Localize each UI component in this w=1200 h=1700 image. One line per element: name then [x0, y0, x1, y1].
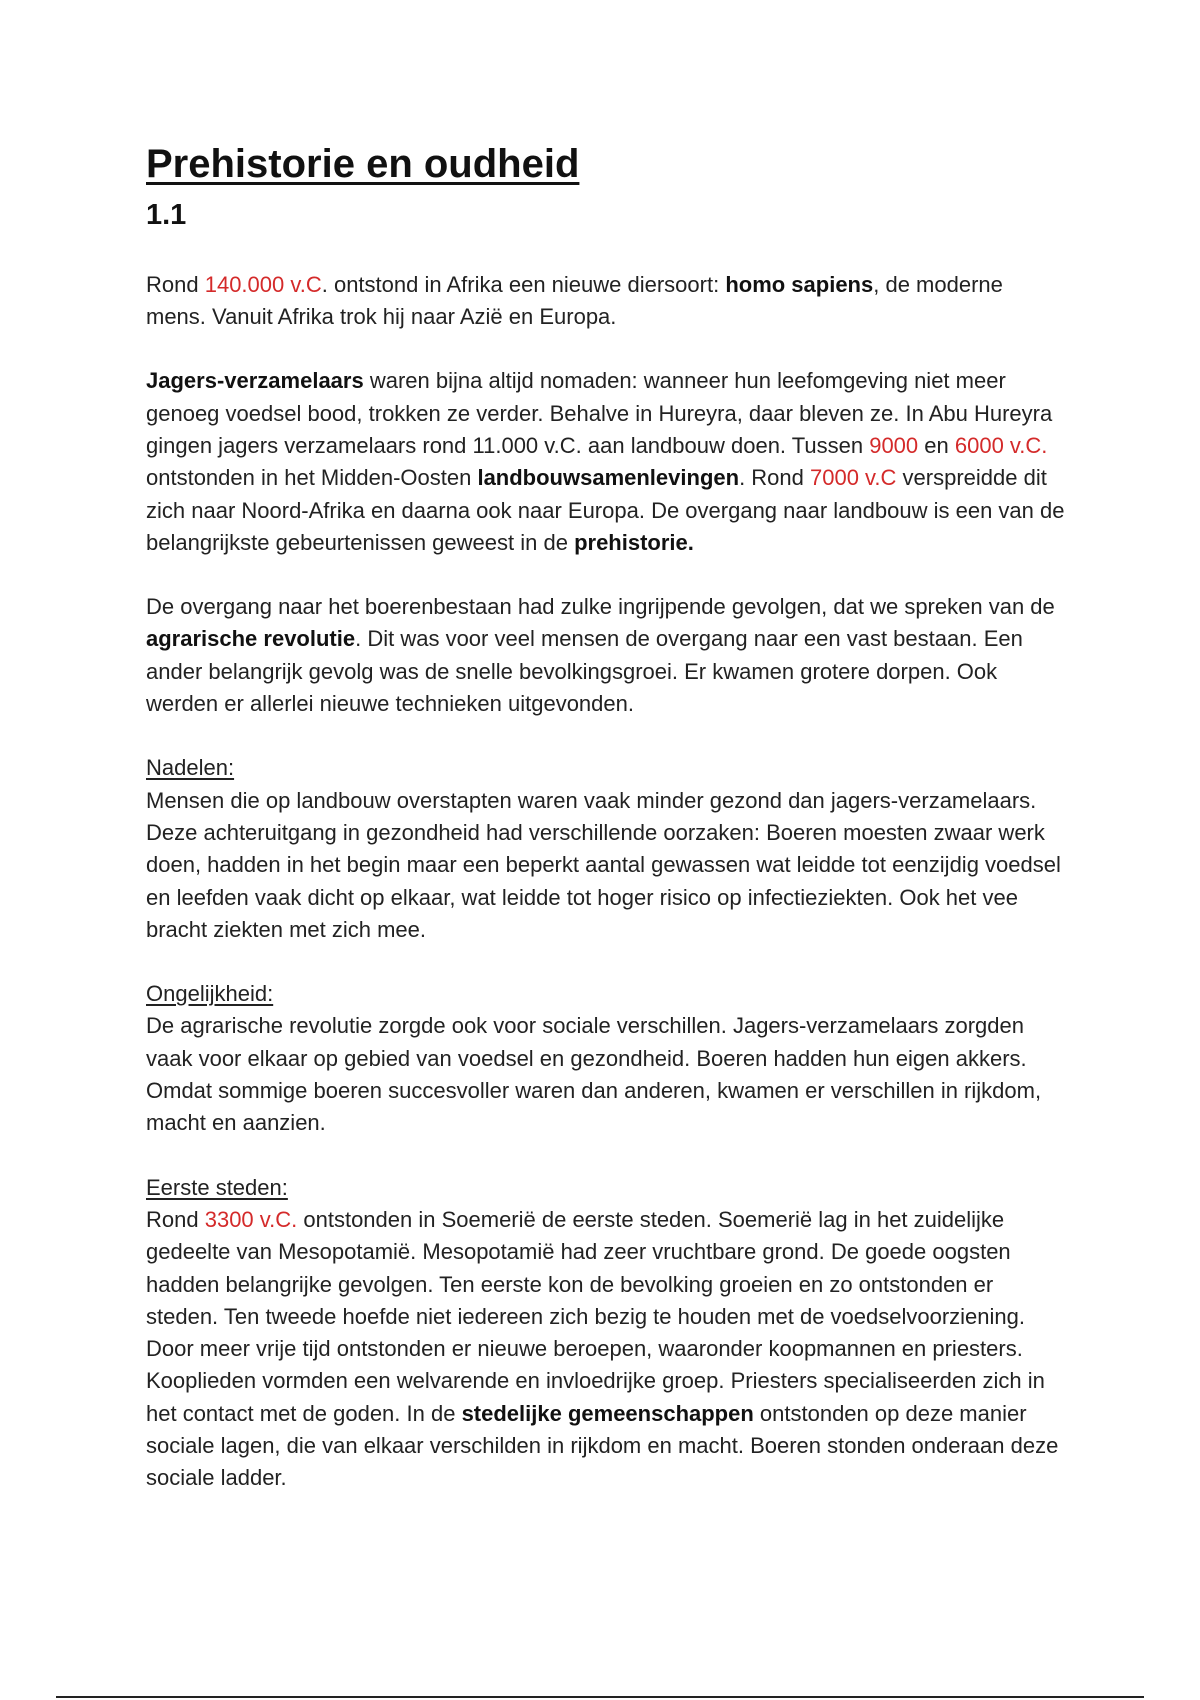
text-run: ontstonden in Soemerië de eerste steden. Soemerië lag in het zuidelijke gedeelte van Mesopotamië. Mesopotamië had zeer vruchtbare grond. De goede oogsten hadden belangrijke gevolgen. Ten eerste kon de bevolking groeien en zo ontstonden er steden. Ten tweede hoefde niet iedereen zich bezig te houden met de voedselvoorziening. Door meer vrije tijd ontstonden er nieuwe beroepen, waaronder koopmannen en priesters. Kooplieden vormden een welvarende en invloedrijke groep. Priesters specialiseerden zich in het contact met de goden. In de: [146, 1206, 1045, 1426]
section-number: 1.1: [146, 199, 187, 231]
page-title: Prehistorie en oudheid: [146, 142, 580, 186]
document-page: [146, 140, 1066, 1495]
bold-term: homo sapiens: [725, 271, 874, 297]
bottom-divider: [56, 1696, 1144, 1698]
text-run: De overgang naar het boerenbestaan had zulke ingrijpende gevolgen, dat we spreken van de: [146, 594, 1055, 620]
section-text-ongelijkheid: De agrarische revolutie zorgde ook voor sociale verschillen. Jagers-verzamelaars zorgden vaak voor elkaar op gebied van voedsel en gezondheid. Boeren hadden hun eigen akkers. Omdat sommige boeren succesvoller waren dan anderen, kwamen er verschillen in rijkdom, macht en aanzien.: [146, 1013, 1042, 1136]
section-text-nadelen: Mensen die op landbouw overstapten waren vaak minder gezond dan jagers-verzamelaars. Deze achteruitgang in gezondheid had verschillende oorzaken: Boeren moesten zwaar werk doen, hadden in het begin maar een beperkt aantal gewassen wat leidde tot eenzijdig voedsel en leefden vaak dicht op elkaar, wat leidde tot hoger risico op infectieziekten. Ook het vee bracht ziekten met zich mee.: [146, 787, 1061, 942]
text-run: Rond: [146, 271, 205, 297]
date-highlight: 9000: [869, 432, 919, 458]
paragraph-homo-sapiens: [146, 269, 1066, 334]
date-highlight: 140.000 v.C: [204, 271, 322, 297]
text-run: , de moderne mens. Vanuit Afrika trok hij naar Azië en Europa.: [146, 271, 1003, 330]
section-heading-eerste-steden: Eerste steden:: [146, 1174, 288, 1200]
bold-term: prehistorie.: [574, 529, 694, 555]
section-nadelen: [146, 752, 1066, 946]
text-run: . Dit was voor veel mensen de overgang naar een vast bestaan. Een ander belangrijk gevolg was de snelle bevolkingsgroei. Er kwamen grotere dorpen. Ook werden er allerlei nieuwe technieken uitgevonden.: [146, 626, 1023, 717]
paragraph-agrarische-revolutie: [146, 591, 1066, 720]
text-run: verspreidde dit zich naar Noord-Afrika en daarna ook naar Europa. De overgang naar landbouw is een van de belangrijkste gebeurtenissen geweest in de: [146, 465, 1065, 555]
section-heading-ongelijkheid: Ongelijkheid:: [146, 981, 274, 1007]
paragraph-jagers-verzamelaars: [146, 365, 1066, 559]
bold-term: stedelijke gemeenschappen: [461, 1400, 754, 1426]
text-run: Rond: [146, 1206, 205, 1232]
text-run: . Rond: [739, 465, 810, 491]
text-run: . ontstond in Afrika een nieuwe diersoort:: [321, 271, 726, 297]
text-run: en: [918, 432, 955, 458]
section-text-eerste-steden: [146, 1204, 1066, 1495]
section-heading-nadelen: Nadelen:: [146, 755, 235, 781]
text-run: waren bijna altijd nomaden: wanneer hun leefomgeving niet meer genoeg voedsel bood, trokken ze verder. Behalve in Hureyra, daar bleven ze. In Abu Hureyra gingen jagers verzamelaars rond 11.000 v.C. aan landbouw doen. Tussen: [146, 368, 1053, 458]
section-eerste-steden: [146, 1172, 1066, 1495]
bold-term: agrarische revolutie: [146, 626, 356, 652]
date-highlight: 6000 v.C.: [954, 432, 1048, 458]
date-highlight: 7000 v.C: [810, 465, 897, 491]
text-run: ontstonden in het Midden-Oosten: [146, 465, 478, 491]
bold-term: landbouwsamenlevingen: [477, 465, 740, 491]
text-run: ontstonden op deze manier sociale lagen, die van elkaar verschilden in rijkdom en macht. Boeren stonden onderaan deze sociale ladder.: [146, 1400, 1059, 1491]
date-highlight: 3300 v.C.: [204, 1206, 298, 1232]
section-ongelijkheid: [146, 978, 1066, 1139]
bold-term: Jagers-verzamelaars: [146, 368, 364, 394]
